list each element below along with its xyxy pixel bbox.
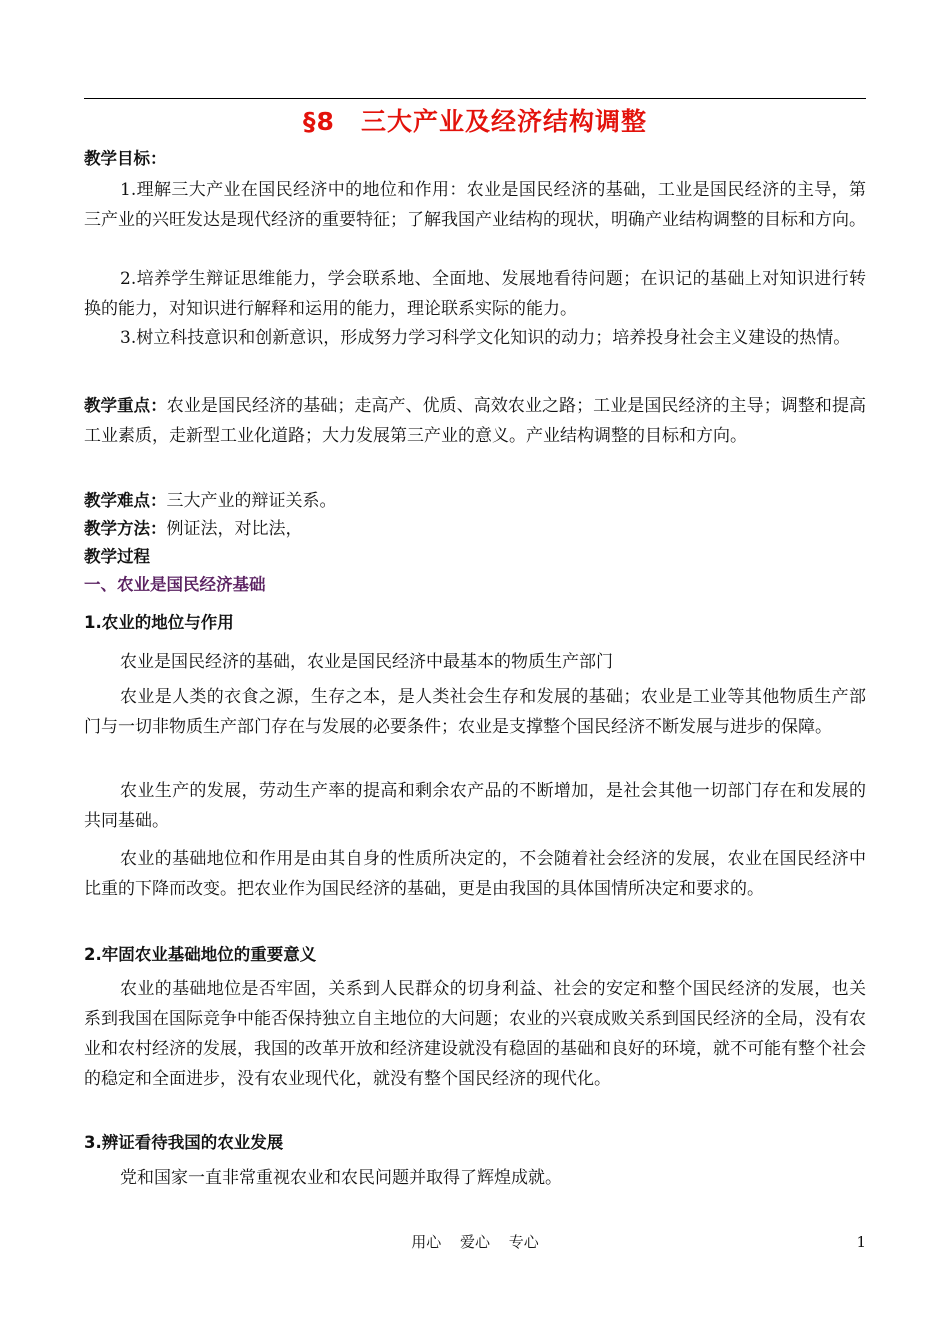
sub3-paragraph-1: 党和国家一直非常重视农业和农民问题并取得了辉煌成就。 (120, 1168, 562, 1188)
sub1-heading: 1.农业的地位与作用 (84, 613, 234, 632)
sub1-paragraph-4: 农业的基础地位和作用是由其自身的性质所决定的，不会随着社会经济的发展，农业在国民经济中比重的下降而改变。把农业作为国民经济的基础，更是由我国的具体国情所决定和要求的。 (84, 849, 866, 899)
footer-motto: 用心 爱心 专心 (411, 1233, 539, 1251)
difficulty-label: 教学难点： (84, 491, 167, 510)
section1-heading-block (84, 570, 866, 600)
difficulty-text: 三大产业的辩证关系。 (166, 491, 337, 511)
sub1-paragraph-3: 农业生产的发展，劳动生产率的提高和剩余农产品的不断增加，是社会其他一切部门存在和发展的共同基础。 (84, 781, 866, 831)
sub2-heading: 2.牢固农业基础地位的重要意义 (84, 945, 317, 964)
key-points-text: 农业是国民经济的基础；走高产、优质、高效农业之路；工业是国民经济的主导；调整和提高工业素质，走新型工业化道路；大力发展第三产业的意义。产业结构调整的目标和方向。 (84, 396, 867, 446)
page-title (84, 104, 866, 140)
section-symbol: §8 (303, 107, 335, 136)
objectives-label-block (84, 144, 866, 174)
sub1-paragraph-1: 农业是国民经济的基础，农业是国民经济中最基本的物质生产部门 (120, 652, 613, 672)
objective-item-1: 1.理解三大产业在国民经济中的地位和作用：农业是国民经济的基础，工业是国民经济的主导，第三产业的兴旺发达是现代经济的重要特征；了解我国产业结构的现状，明确产业结构调整的目标和方向。 (84, 180, 866, 230)
objective-item-3: 3.树立科技意识和创新意识，形成努力学习科学文化知识的动力；培养投身社会主义建设的热情。 (120, 328, 851, 348)
title-text: 三大产业及经济结构调整 (360, 107, 647, 136)
method-text: 例证法，对比法， (166, 519, 303, 539)
sub3-heading: 3.辨证看待我国的农业发展 (84, 1133, 284, 1152)
process-label-block (84, 542, 866, 572)
key-points-label: 教学重点： (84, 396, 167, 415)
method (84, 514, 866, 544)
process-label: 教学过程 (84, 547, 150, 566)
header-rule (84, 98, 866, 99)
objective-item-2: 2.培养学生辩证思维能力，学会联系地、全面地、发展地看待问题；在识记的基础上对知识进行转换的能力，对知识进行解释和运用的能力，理论联系实际的能力。 (84, 269, 866, 319)
section1-heading: 一、农业是国民经济基础 (84, 575, 266, 594)
sub1-paragraph-2: 农业是人类的衣食之源，生存之本，是人类社会生存和发展的基础；农业是工业等其他物质生产部门与一切非物质生产部门存在与发展的必要条件；农业是支撑整个国民经济不断发展与进步的保障。 (84, 687, 866, 737)
sub2-heading-block (84, 940, 866, 970)
key-points (84, 391, 866, 451)
objectives-label: 教学目标： (84, 149, 167, 168)
page-number: 1 (856, 1233, 866, 1251)
sub2-paragraph-1: 农业的基础地位是否牢固，关系到人民群众的切身利益、社会的安定和整个国民经济的发展，也关系到我国在国际竞争中能否保持独立自主地位的大问题；农业的兴衰成败关系到国民经济的全局，没有农业和农村经济的发展，我国的改革开放和经济建设就没有稳固的基础和良好的环境，就不可能有整个社会的稳定和全面进步，没有农业现代化，就没有整个国民经济的现代化。 (84, 979, 866, 1089)
difficulty (84, 486, 866, 516)
sub3-heading-block (84, 1128, 866, 1158)
sub1-heading-block (84, 608, 866, 638)
method-label: 教学方法： (84, 519, 167, 538)
